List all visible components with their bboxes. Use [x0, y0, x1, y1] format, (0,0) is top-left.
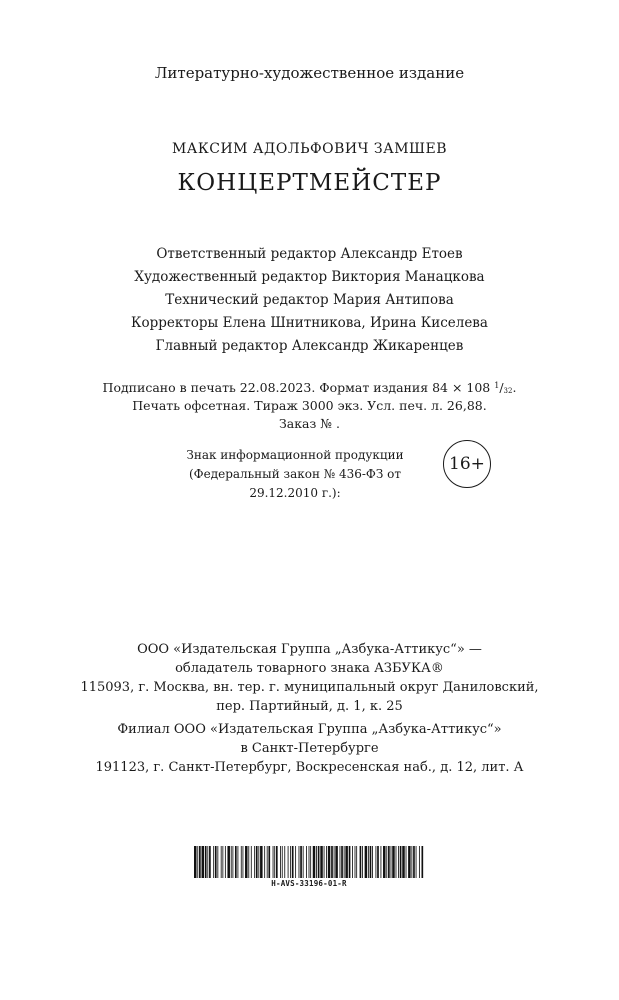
print-info-line2: Печать офсетная. Тираж 3000 экз. Усл. печ. л. 26,88.: [132, 398, 487, 413]
barcode-bar: [388, 846, 390, 878]
barcode-bar: [306, 846, 307, 878]
barcode-bar: [205, 846, 207, 878]
branch-line: Филиал ООО «Издательская Группа „Азбука-Аттикус“»: [117, 722, 502, 737]
barcode-bar: [274, 846, 275, 878]
order-number: Заказ № .: [278, 416, 341, 431]
barcode-bar: [345, 846, 348, 878]
barcode-bar: [372, 846, 373, 878]
barcode-bar: [258, 846, 259, 878]
barcode-number: H-AVS-33196-01-R: [271, 879, 347, 888]
barcode-bar: [391, 846, 392, 878]
age-rating-value: 16+: [449, 454, 485, 474]
barcode-bar: [368, 846, 369, 878]
barcode-bar: [419, 846, 420, 878]
barcode-bar: [215, 846, 217, 878]
barcode-bar: [194, 846, 197, 878]
credit-line: Ответственный редактор Александр Етоев: [156, 246, 463, 262]
print-info-text: Подписано в печать 22.08.2023. Формат издания 84 × 108: [102, 380, 495, 395]
barcode-bar: [344, 846, 345, 878]
barcode-bar: [416, 846, 417, 878]
barcode-bar: [408, 846, 411, 878]
age-rating-text: [160, 446, 430, 503]
fraction-numerator: 1: [494, 381, 500, 390]
author-name: МАКСИМ АДОЛЬФОВИЧ ЗАМШЕВ: [171, 141, 448, 157]
barcode-bar: [421, 846, 423, 878]
barcode-bar: [248, 846, 249, 878]
barcode-bar: [411, 846, 412, 878]
barcode-bar: [340, 846, 341, 878]
barcode-bar: [268, 846, 270, 878]
barcode-bar: [227, 846, 230, 878]
publisher-line: ООО «Издательская Группа „Азбука-Аттикус“» —: [137, 642, 482, 657]
barcode-bar: [209, 846, 211, 878]
barcode-bar: [355, 846, 356, 878]
barcode-bar: [318, 846, 320, 878]
barcode-bar: [406, 846, 407, 878]
barcode-bar: [313, 846, 316, 878]
barcode-bar: [341, 846, 343, 878]
barcode-bar: [256, 846, 258, 878]
barcode-bar: [288, 846, 289, 878]
credit-line: Художественный редактор Виктория Манацкова: [134, 269, 485, 285]
barcode-bar: [267, 846, 268, 878]
barcode-bar: [356, 846, 357, 878]
barcode-bar: [320, 846, 323, 878]
book-title: КОНЦЕРТМЕЙСТЕР: [177, 170, 442, 196]
barcode-bar: [377, 846, 379, 878]
barcode-bar: [222, 846, 223, 878]
barcode-bar: [282, 846, 283, 878]
barcode-bar: [232, 846, 233, 878]
print-info-suffix: .: [512, 380, 517, 395]
fraction-denominator: 32: [503, 387, 513, 395]
barcode-bar: [328, 846, 331, 878]
barcode-bar: [284, 846, 285, 878]
barcode-bar: [292, 846, 294, 878]
barcode-bar: [243, 846, 244, 878]
barcode-bar: [381, 846, 382, 878]
barcode-bar: [331, 846, 333, 878]
format-fraction: $^1/_{32}$: [494, 380, 513, 395]
barcode-bar: [280, 846, 281, 878]
barcode-bar: [221, 846, 222, 878]
barcode-bar: [398, 846, 399, 878]
barcode-bar: [303, 846, 304, 878]
barcode-bar: [207, 846, 208, 878]
barcode-bar: [400, 846, 402, 878]
barcode-bar: [362, 846, 363, 878]
barcode-bar: [290, 846, 291, 878]
credit-line: Корректоры Елена Шнитникова, Ирина Киселева: [131, 315, 488, 331]
barcode-bar: [334, 846, 335, 878]
barcode-bar: [241, 846, 242, 878]
barcode-bar: [335, 846, 338, 878]
age-rating-line1: Знак информационной продукции: [186, 448, 404, 462]
barcode-bar: [352, 846, 353, 878]
barcode-bar: [273, 846, 274, 878]
barcode-bar: [383, 846, 386, 878]
branch-line: 191123, г. Санкт-Петербург, Воскресенская наб., д. 12, лит. А: [95, 760, 524, 775]
barcode-bar: [386, 846, 387, 878]
barcode-bar: [197, 846, 198, 878]
barcode-bar: [276, 846, 278, 878]
barcode-bar: [392, 846, 395, 878]
age-rating-badge: [443, 440, 491, 488]
chief-editor: Главный редактор Александр Жикаренцев: [155, 338, 464, 354]
barcode-bar: [349, 846, 351, 878]
barcode-bar: [310, 846, 311, 878]
barcode-bar: [309, 846, 310, 878]
barcode-bar: [217, 846, 218, 878]
barcode-bar: [324, 846, 325, 878]
barcode-bar: [260, 846, 263, 878]
barcode-bar: [213, 846, 214, 878]
barcode-bar: [202, 846, 205, 878]
barcode-bar: [245, 846, 248, 878]
barcode-bar: [235, 846, 237, 878]
barcode-bar: [326, 846, 327, 878]
age-rating-line2: (Федеральный закон № 436-ФЗ от 29.12.2010 г.):: [188, 467, 402, 500]
publisher-line: обладатель товарного знака АЗБУКА®: [175, 661, 444, 676]
print-info-line1: [0, 380, 619, 395]
barcode-bar: [264, 846, 265, 878]
barcode-bar: [365, 846, 368, 878]
publisher-line: 115093, г. Москва, вн. тер. г. муниципальный округ Даниловский,: [80, 680, 539, 695]
barcode-bar: [225, 846, 226, 878]
edition-type: Литературно-художественное издание: [154, 64, 465, 82]
branch-line: в Санкт-Петербурге: [240, 741, 379, 756]
barcode: [194, 846, 424, 888]
barcode-bar: [251, 846, 252, 878]
barcode-bar: [360, 846, 362, 878]
barcode-bar: [300, 846, 302, 878]
barcode-bars: [194, 846, 424, 878]
barcode-bar: [231, 846, 232, 878]
publisher-line: пер. Партийный, д. 1, к. 25: [216, 699, 403, 714]
barcode-bar: [370, 846, 372, 878]
barcode-bar: [295, 846, 296, 878]
barcode-bar: [402, 846, 405, 878]
barcode-bar: [237, 846, 238, 878]
credit-line: Технический редактор Мария Антипова: [165, 292, 454, 308]
barcode-bar: [396, 846, 397, 878]
barcode-bar: [199, 846, 201, 878]
barcode-bar: [316, 846, 317, 878]
barcode-bar: [254, 846, 255, 878]
barcode-bar: [375, 846, 376, 878]
barcode-bar: [299, 846, 300, 878]
barcode-bar: [413, 846, 415, 878]
